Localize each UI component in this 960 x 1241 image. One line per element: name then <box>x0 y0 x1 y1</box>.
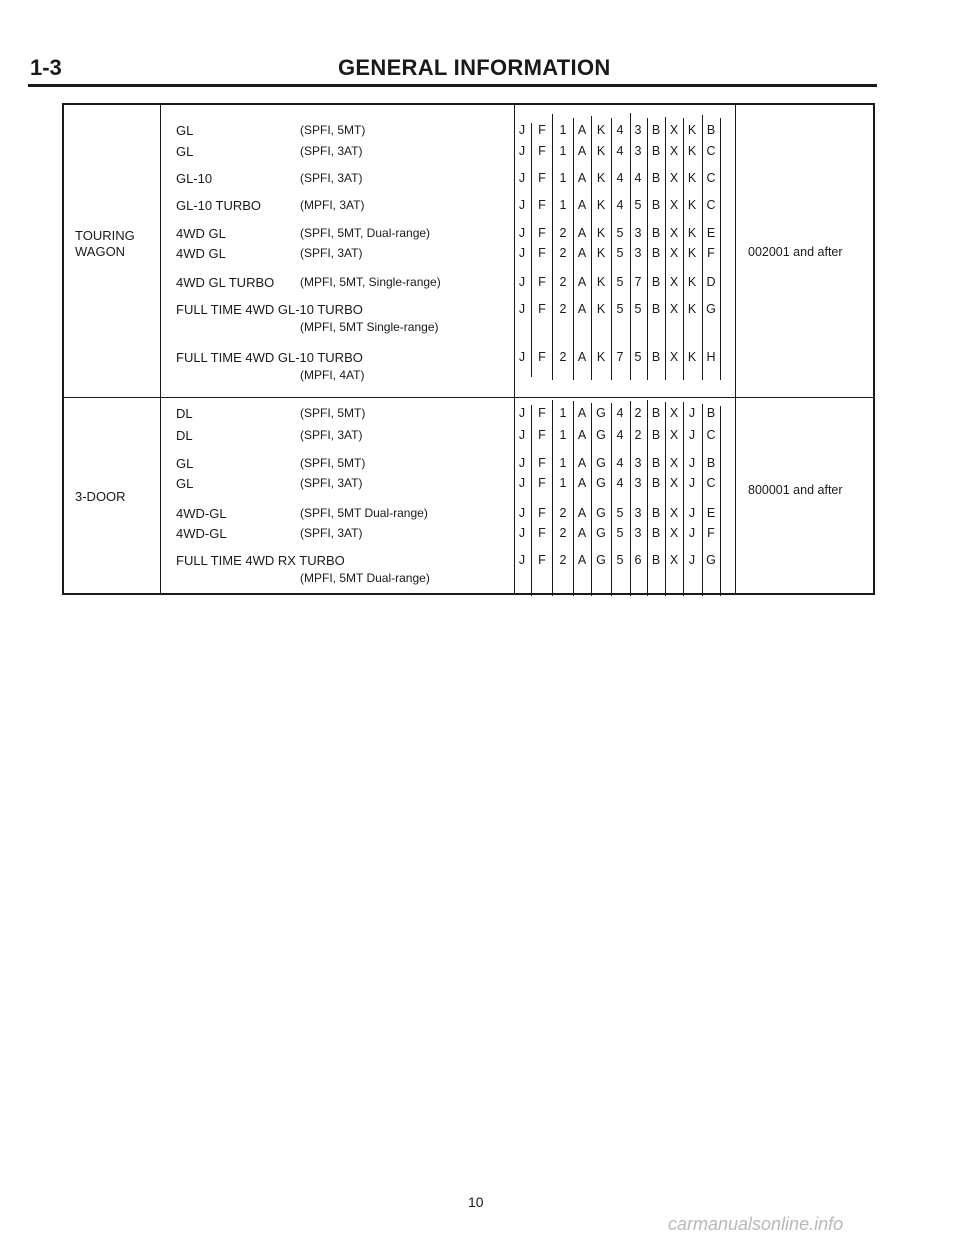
vin-code-char: C <box>706 144 716 158</box>
vin-code-char: 2 <box>559 226 567 240</box>
vin-code-char: A <box>577 275 587 289</box>
vin-code-char: 4 <box>616 171 624 185</box>
vin-code-char: B <box>651 171 661 185</box>
vin-code-char: F <box>538 302 546 316</box>
model-spec: (SPFI, 3AT) <box>300 526 363 540</box>
vin-code-char: 2 <box>559 553 567 567</box>
vin-code-char: X <box>669 123 679 137</box>
vin-code-char: 1 <box>559 456 567 470</box>
vin-code-char: B <box>706 406 716 420</box>
model-spec: (SPFI, 3AT) <box>300 476 363 490</box>
vin-code-char: X <box>669 428 679 442</box>
vin-code-char: K <box>596 226 606 240</box>
vin-code-char: 2 <box>634 428 642 442</box>
vin-code-char: F <box>538 350 546 364</box>
vin-code-char: J <box>518 226 526 240</box>
vin-code-char: F <box>538 406 546 420</box>
vin-code-char: 5 <box>634 198 642 212</box>
vin-code-char: J <box>518 456 526 470</box>
code-cell-divider <box>591 116 592 380</box>
vin-code-char: J <box>688 506 696 520</box>
code-cell-divider <box>720 118 721 380</box>
vin-code-char: 4 <box>616 406 624 420</box>
vin-code-char: A <box>577 302 587 316</box>
vin-code-char: B <box>651 456 661 470</box>
vin-code-char: B <box>651 302 661 316</box>
model-spec: (SPFI, 3AT) <box>300 428 363 442</box>
vin-code-char: X <box>669 275 679 289</box>
model-name: 4WD GL <box>176 226 226 241</box>
vin-code-char: B <box>651 506 661 520</box>
category-column-divider <box>160 104 161 594</box>
model-name: GL-10 TURBO <box>176 198 262 213</box>
vin-code-char: C <box>706 171 716 185</box>
vin-code-char: J <box>518 428 526 442</box>
vin-code-char: F <box>538 226 546 240</box>
vin-code-char: 1 <box>559 144 567 158</box>
vin-code-char: 4 <box>616 476 624 490</box>
vin-code-char: A <box>577 198 587 212</box>
model-spec: (MPFI, 5MT Single-range) <box>300 320 439 334</box>
vin-code-char: J <box>518 406 526 420</box>
model-spec: (MPFI, 4AT) <box>300 368 365 382</box>
vin-code-char: G <box>596 406 606 420</box>
model-spec: (SPFI, 5MT) <box>300 123 366 137</box>
vin-code-char: X <box>669 553 679 567</box>
vin-code-char: X <box>669 456 679 470</box>
code-cell-divider <box>531 405 532 596</box>
vin-code-char: X <box>669 246 679 260</box>
vin-code-char: K <box>687 275 697 289</box>
vin-code-char: B <box>651 144 661 158</box>
vin-code-char: 2 <box>559 275 567 289</box>
vin-code-char: J <box>688 428 696 442</box>
vin-code-char: J <box>518 526 526 540</box>
vin-code-char: K <box>687 302 697 316</box>
vin-code-char: F <box>538 171 546 185</box>
vin-code-char: H <box>706 350 716 364</box>
vin-code-char: J <box>518 506 526 520</box>
code-cell-divider <box>552 114 553 380</box>
vin-code-char: 5 <box>634 302 642 316</box>
model-name: DL <box>176 428 193 443</box>
vin-code-char: 3 <box>634 456 642 470</box>
vin-code-char: A <box>577 476 587 490</box>
vin-code-char: F <box>538 144 546 158</box>
vin-code-char: A <box>577 246 587 260</box>
vin-code-char: A <box>577 506 587 520</box>
vin-code-char: B <box>651 553 661 567</box>
model-spec: (SPFI, 3AT) <box>300 171 363 185</box>
vin-code-char: F <box>538 123 546 137</box>
vin-code-char: G <box>596 476 606 490</box>
serial-range: 002001 and after <box>748 245 843 259</box>
vin-code-char: K <box>687 226 697 240</box>
vehicle-category-label: TOURING <box>75 228 135 243</box>
model-name: DL <box>176 406 193 421</box>
vin-code-char: 4 <box>616 456 624 470</box>
vin-code-char: J <box>688 526 696 540</box>
code-cell-divider <box>591 403 592 596</box>
vin-code-char: K <box>596 275 606 289</box>
model-name: FULL TIME 4WD GL-10 TURBO <box>176 302 363 317</box>
model-spec: (MPFI, 5MT, Single-range) <box>300 275 441 289</box>
vin-code-char: 5 <box>616 275 624 289</box>
vin-code-char: G <box>706 553 716 567</box>
vin-code-char: J <box>518 144 526 158</box>
vin-code-char: X <box>669 476 679 490</box>
model-spec: (SPFI, 5MT Dual-range) <box>300 506 428 520</box>
group-divider <box>63 397 874 398</box>
vin-code-char: 3 <box>634 123 642 137</box>
vin-code-char: F <box>538 198 546 212</box>
vin-code-char: 6 <box>634 553 642 567</box>
vin-code-char: K <box>596 198 606 212</box>
vin-code-char: X <box>669 526 679 540</box>
vin-code-char: A <box>577 553 587 567</box>
page-title: GENERAL INFORMATION <box>338 55 611 80</box>
vin-code-char: J <box>688 456 696 470</box>
vin-code-char: F <box>538 246 546 260</box>
vin-code-char: J <box>518 350 526 364</box>
vin-code-char: 3 <box>634 506 642 520</box>
vin-code-char: 5 <box>616 506 624 520</box>
vin-code-char: G <box>596 553 606 567</box>
vin-code-char: 5 <box>616 526 624 540</box>
vin-code-char: K <box>596 246 606 260</box>
model-name: GL <box>176 123 194 138</box>
vin-code-char: F <box>538 275 546 289</box>
code-cell-divider <box>531 123 532 377</box>
vin-code-char: X <box>669 171 679 185</box>
serial-range: 800001 and after <box>748 483 843 497</box>
vin-code-char: X <box>669 302 679 316</box>
vin-code-char: J <box>518 198 526 212</box>
model-name: GL <box>176 144 194 159</box>
vin-code-char: A <box>577 456 587 470</box>
vin-code-char: 3 <box>634 144 642 158</box>
vin-code-char: J <box>518 246 526 260</box>
watermark: carmanualsonline.info <box>668 1214 844 1234</box>
vin-code-char: G <box>706 302 716 316</box>
vin-code-char: K <box>596 123 606 137</box>
vin-code-char: 3 <box>634 226 642 240</box>
vin-code-char: 5 <box>634 350 642 364</box>
vin-code-char: J <box>518 123 526 137</box>
vin-code-char: F <box>538 506 546 520</box>
vin-code-char: A <box>577 144 587 158</box>
vin-code-char: J <box>518 553 526 567</box>
vin-code-char: 2 <box>634 406 642 420</box>
vin-code-char: J <box>518 302 526 316</box>
vin-code-char: 4 <box>616 198 624 212</box>
model-spec: (SPFI, 5MT, Dual-range) <box>300 226 431 240</box>
model-name: 4WD GL <box>176 246 226 261</box>
vin-code-char: F <box>538 428 546 442</box>
vin-code-char: K <box>687 144 697 158</box>
vin-code-char: 5 <box>616 246 624 260</box>
vin-code-char: C <box>706 428 716 442</box>
vin-code-char: K <box>687 350 697 364</box>
vin-code-char: C <box>706 198 716 212</box>
vin-code-char: 1 <box>559 198 567 212</box>
model-name: 4WD GL TURBO <box>176 275 275 290</box>
vin-code-char: J <box>518 171 526 185</box>
model-name: GL <box>176 476 194 491</box>
vin-code-char: 1 <box>559 428 567 442</box>
vin-code-char: 5 <box>616 553 624 567</box>
vin-code-char: X <box>669 144 679 158</box>
vin-code-char: A <box>577 123 587 137</box>
vin-code-char: K <box>596 144 606 158</box>
vin-code-char: B <box>651 246 661 260</box>
vin-code-char: B <box>651 526 661 540</box>
vin-code-char: X <box>669 198 679 212</box>
vin-code-char: A <box>577 350 587 364</box>
vin-code-char: G <box>596 526 606 540</box>
vin-code-char: B <box>651 198 661 212</box>
model-name: FULL TIME 4WD GL-10 TURBO <box>176 350 363 365</box>
vehicle-category-label: 3-DOOR <box>75 489 126 504</box>
vin-code-char: B <box>651 123 661 137</box>
vin-code-char: 4 <box>634 171 642 185</box>
vin-code-char: 7 <box>616 350 624 364</box>
vin-code-char: X <box>669 226 679 240</box>
vin-code-char: G <box>596 456 606 470</box>
model-spec: (SPFI, 5MT) <box>300 406 366 420</box>
vin-code-char: A <box>577 226 587 240</box>
vin-code-char: J <box>518 275 526 289</box>
vin-code-char: 3 <box>634 526 642 540</box>
vin-code-char: B <box>651 406 661 420</box>
vin-code-char: X <box>669 406 679 420</box>
vin-code-char: 1 <box>559 406 567 420</box>
model-name: 4WD-GL <box>176 526 227 541</box>
vin-code-char: G <box>596 428 606 442</box>
vin-code-char: A <box>577 526 587 540</box>
page-number: 10 <box>468 1194 484 1210</box>
vin-code-char: F <box>538 526 546 540</box>
vin-code-char: B <box>651 476 661 490</box>
header-rule <box>28 84 877 87</box>
vin-code-char: K <box>596 171 606 185</box>
vin-code-char: 2 <box>559 350 567 364</box>
vin-code-char: 2 <box>559 302 567 316</box>
model-spec: (SPFI, 3AT) <box>300 144 363 158</box>
vin-code-char: 4 <box>616 144 624 158</box>
vin-code-char: 3 <box>634 476 642 490</box>
vin-code-char: B <box>651 428 661 442</box>
model-name: FULL TIME 4WD RX TURBO <box>176 553 345 568</box>
vin-code-char: D <box>706 275 716 289</box>
vin-code-char: E <box>706 506 716 520</box>
vin-code-char: 5 <box>616 226 624 240</box>
vin-code-char: F <box>707 246 715 260</box>
code-cell-divider <box>720 406 721 596</box>
vin-code-char: 4 <box>616 428 624 442</box>
vin-code-char: A <box>577 406 587 420</box>
section-number: 1-3 <box>30 55 62 80</box>
vin-code-char: K <box>687 171 697 185</box>
vin-code-char: F <box>538 476 546 490</box>
vin-code-char: 1 <box>559 123 567 137</box>
model-spec: (SPFI, 5MT) <box>300 456 366 470</box>
vin-code-char: F <box>538 456 546 470</box>
vin-code-char: J <box>688 406 696 420</box>
vin-code-char: B <box>706 123 716 137</box>
model-spec: (MPFI, 5MT Dual-range) <box>300 571 430 585</box>
model-spec: (MPFI, 3AT) <box>300 198 365 212</box>
vin-code-char: J <box>688 553 696 567</box>
vin-code-char: C <box>706 476 716 490</box>
vin-code-char: 1 <box>559 171 567 185</box>
vin-code-char: K <box>687 246 697 260</box>
vin-code-char: G <box>596 506 606 520</box>
model-spec: (SPFI, 3AT) <box>300 246 363 260</box>
vin-code-char: E <box>706 226 716 240</box>
vin-code-char: 2 <box>559 246 567 260</box>
vin-code-char: A <box>577 428 587 442</box>
vin-code-char: F <box>538 553 546 567</box>
vin-code-char: K <box>687 198 697 212</box>
vin-code-char: J <box>518 476 526 490</box>
vin-code-char: F <box>707 526 715 540</box>
vin-code-char: 5 <box>616 302 624 316</box>
vin-code-char: X <box>669 350 679 364</box>
vin-code-char: B <box>651 226 661 240</box>
vehicle-category-label: WAGON <box>75 244 126 259</box>
vin-code-char: B <box>651 350 661 364</box>
code-cell-divider <box>552 400 553 596</box>
vin-code-char: B <box>651 275 661 289</box>
vin-code-char: K <box>596 302 606 316</box>
vin-code-char: K <box>596 350 606 364</box>
vin-code-char: 4 <box>616 123 624 137</box>
vin-code-char: 7 <box>634 275 642 289</box>
vin-code-char: 3 <box>634 246 642 260</box>
vin-code-char: B <box>706 456 716 470</box>
model-name: 4WD-GL <box>176 506 227 521</box>
vin-code-char: 1 <box>559 476 567 490</box>
vin-code-char: 2 <box>559 506 567 520</box>
serial-column-divider <box>735 104 736 594</box>
model-name: GL-10 <box>176 171 213 186</box>
vin-code-char: X <box>669 506 679 520</box>
vin-code-char: K <box>687 123 697 137</box>
vin-code-char: 2 <box>559 526 567 540</box>
vin-code-char: J <box>688 476 696 490</box>
model-name: GL <box>176 456 194 471</box>
vin-code-char: A <box>577 171 587 185</box>
